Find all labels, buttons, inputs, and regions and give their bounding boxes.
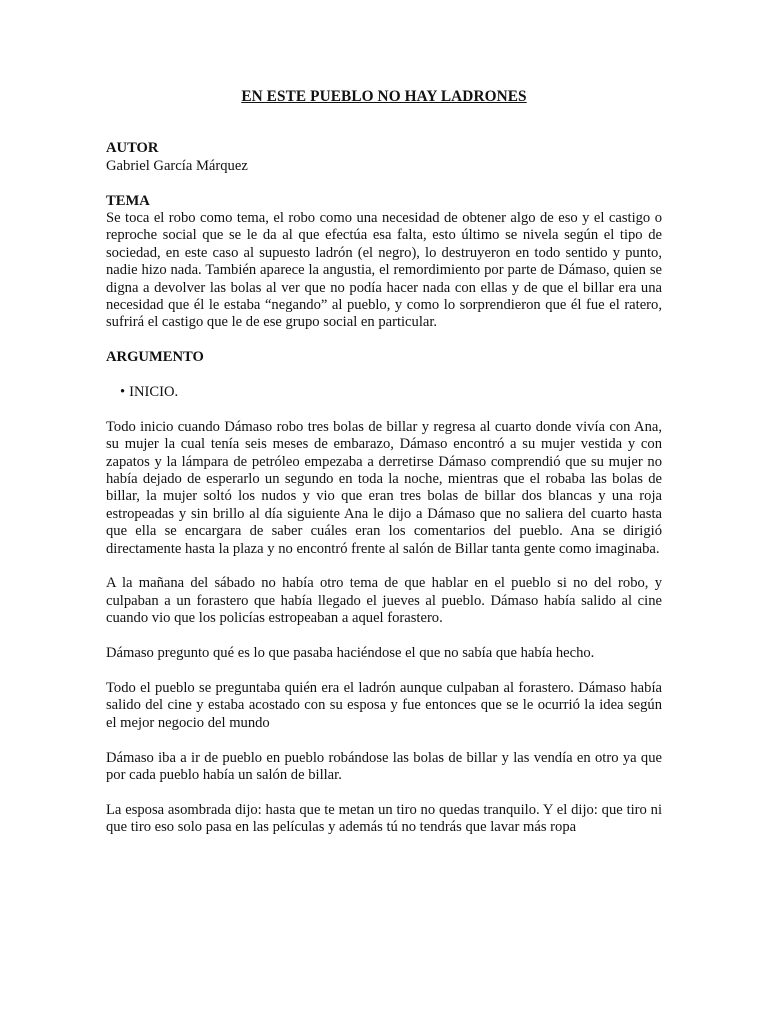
document-title: EN ESTE PUEBLO NO HAY LADRONES — [241, 88, 527, 105]
document-page — [106, 88, 662, 854]
paragraph: Todo el pueblo se preguntaba quién era el ladrón aunque culpaban al forastero. Dámaso había salido del cine y estaba acostado con su esposa y fue entonces que se le ocurrió la idea según el mejor negocio del mundo — [106, 679, 662, 731]
bullet-item-inicio — [120, 384, 662, 401]
argumento-section — [106, 349, 662, 366]
paragraph: A la mañana del sábado no había otro tema de que hablar en el pueblo si no del robo, y culpaban a un forastero que había llegado el jueves al pueblo. Dámaso había salido al cine cuando vio que los policías estropeaban a aquel forastero. — [106, 575, 662, 627]
autor-name: Gabriel García Márquez — [106, 157, 248, 174]
tema-section — [106, 193, 662, 332]
paragraph: Dámaso iba a ir de pueblo en pueblo robándose las bolas de billar y las vendía en otro ya que por cada pueblo había un salón de billar. — [106, 749, 662, 783]
autor-heading: AUTOR — [106, 140, 159, 157]
paragraph: Todo inicio cuando Dámaso robo tres bolas de billar y regresa al cuarto donde vivía con Ana, su mujer la cual tenía seis meses de embarazo, Dámaso encontró a su mujer vestida y con zapatos y la lámpara de petróleo empezaba a derretirse Dámaso comprendió que su mujer no había dejado de esperarlo un segundo en toda la noche, mientras que el robaba las bolas de billar, la mujer soltó los nudos y vio que eran tres bolas de billar dos blancas y una roja estropeadas y sin brillo al día siguiente Ana le dijo a Dámaso que no saliera del cuarto hasta que ella se encargara de saber cuáles eran los comentarios del pueblo. Ana se dirigió directamente hasta la plaza y no encontró frente al salón de Billar tanta gente como imaginaba. — [106, 418, 662, 557]
paragraph: Dámaso pregunto qué es lo que pasaba haciéndose el que no sabía que había hecho. — [106, 645, 595, 662]
bullet-marker: • — [120, 384, 126, 401]
argumento-heading: ARGUMENTO — [106, 349, 204, 366]
bullet-label: INICIO. — [129, 384, 179, 401]
tema-heading: TEMA — [106, 192, 150, 209]
paragraph: La esposa asombrada dijo: hasta que te metan un tiro no quedas tranquilo. Y el dijo: que tiro ni que tiro eso solo pasa en las películas y además tú no tendrás que lavar más ropa — [106, 801, 662, 836]
tema-text: Se toca el robo como tema, el robo como una necesidad de obtener algo de eso y el castigo o reproche social que se le da al que efectúa esa falta, esto último se nivela según el tipo de sociedad, en este caso al supuesto ladrón (el negro), lo destruyeron en todo sentido y punto, nadie hizo nada. También aparece la angustia, el remordimiento por parte de Dámaso, quien se digna a devolver las bolas al ver que no podía hacer nada con ellas y de que el billar era una necesidad que él le estaba “negando” al pueblo, y como lo sorprendieron que él fue el ratero, sufrirá el castigo que le de ese grupo social en particular. — [106, 210, 662, 331]
autor-section — [106, 140, 662, 175]
